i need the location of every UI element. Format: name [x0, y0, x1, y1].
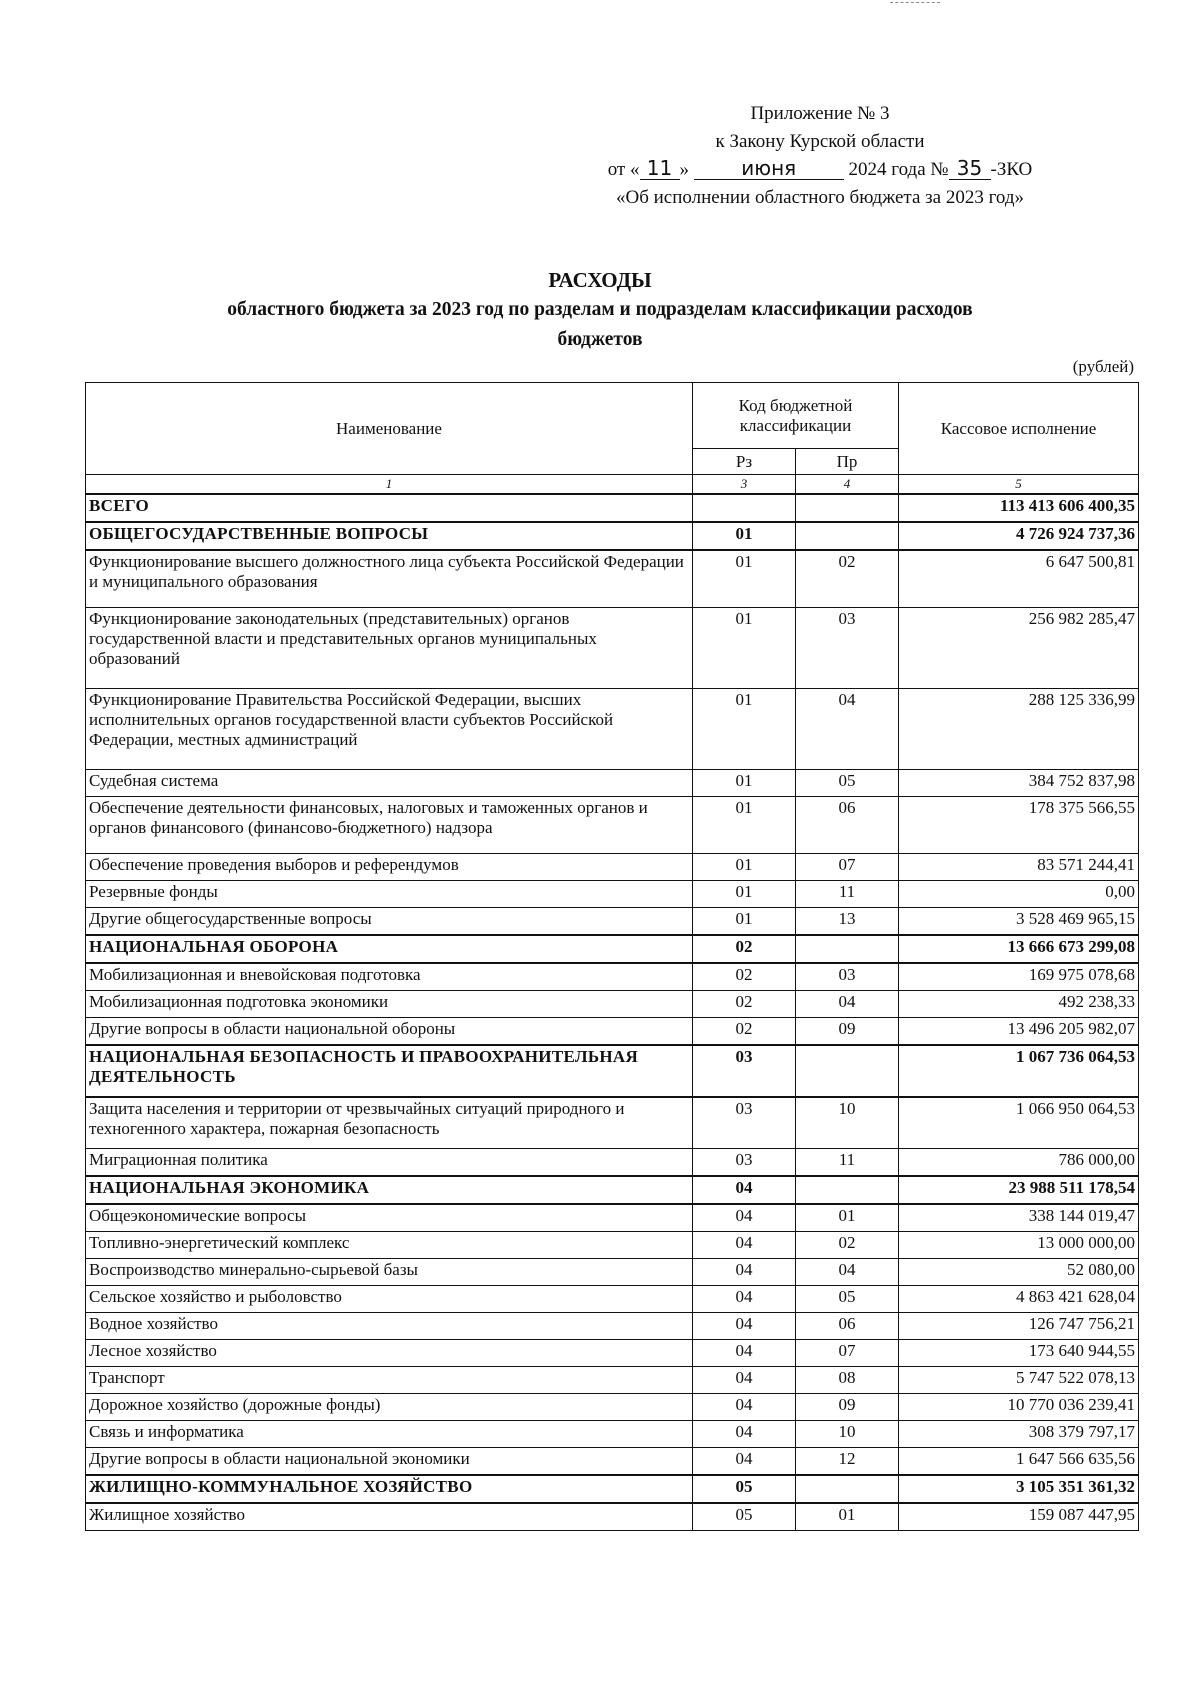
table-row [86, 908, 1139, 936]
table-row [86, 963, 1139, 991]
section-row [86, 522, 1139, 550]
row-sum: 308 379 797,17 [899, 1421, 1139, 1448]
row-pr-code: 02 [796, 550, 899, 608]
row-pr-code: 09 [796, 1018, 899, 1046]
row-pr-code: 03 [796, 963, 899, 991]
row-rz-code: 05 [693, 1475, 796, 1503]
row-rz-code: 02 [693, 991, 796, 1018]
table-row [86, 881, 1139, 908]
table-row [86, 1503, 1139, 1531]
row-pr-code [796, 1045, 899, 1097]
document-header [560, 100, 1080, 212]
table-row [86, 1394, 1139, 1421]
row-rz-code: 01 [693, 770, 796, 797]
table-row [86, 1313, 1139, 1340]
day-handwritten: 11 [640, 157, 680, 180]
row-sum: 4 863 421 628,04 [899, 1286, 1139, 1313]
row-pr-code: 07 [796, 1340, 899, 1367]
row-pr-code: 10 [796, 1421, 899, 1448]
section-row [86, 935, 1139, 963]
row-name: Судебная система [86, 770, 693, 797]
row-sum: 492 238,33 [899, 991, 1139, 1018]
row-name: Дорожное хозяйство (дорожные фонды) [86, 1394, 693, 1421]
row-name: НАЦИОНАЛЬНАЯ ОБОРОНА [86, 935, 693, 963]
row-sum: 256 982 285,47 [899, 608, 1139, 689]
row-name: Функционирование высшего должностного лица субъекта Российской Федерации и муниципального образования [86, 550, 693, 608]
row-pr-code [796, 522, 899, 550]
row-rz-code: 04 [693, 1367, 796, 1394]
row-rz-code: 05 [693, 1503, 796, 1531]
row-sum: 52 080,00 [899, 1259, 1139, 1286]
row-pr-code: 01 [796, 1204, 899, 1232]
row-pr-code: 04 [796, 689, 899, 770]
table-row [86, 991, 1139, 1018]
table-row [86, 1286, 1139, 1313]
row-pr-code: 11 [796, 881, 899, 908]
row-pr-code: 13 [796, 908, 899, 936]
law-date-line: от « 11 » июня 2024 года № 35 -ЗКО [607, 156, 1033, 180]
row-rz-code: 01 [693, 550, 796, 608]
row-name: Мобилизационная и вневойсковая подготовка [86, 963, 693, 991]
row-rz-code: 04 [693, 1204, 796, 1232]
row-rz-code: 04 [693, 1313, 796, 1340]
column-header-pr: Пр [796, 449, 899, 475]
row-rz-code: 04 [693, 1421, 796, 1448]
row-rz-code: 04 [693, 1448, 796, 1476]
title-sub-line2: бюджетов [557, 329, 643, 350]
table-row [86, 854, 1139, 881]
row-rz-code: 02 [693, 935, 796, 963]
row-pr-code: 08 [796, 1367, 899, 1394]
column-header-code: Код бюджетной классификации [693, 383, 899, 449]
section-row [86, 494, 1139, 522]
row-pr-code: 06 [796, 797, 899, 854]
row-name: Функционирование Правительства Российской Федерации, высших исполнительных органов государственной власти субъектов Российской Федерации, местных администраций [86, 689, 693, 770]
row-pr-code: 02 [796, 1232, 899, 1259]
row-rz-code: 03 [693, 1149, 796, 1177]
row-sum: 13 000 000,00 [899, 1232, 1139, 1259]
row-sum: 384 752 837,98 [899, 770, 1139, 797]
table-row [86, 1204, 1139, 1232]
row-name: ЖИЛИЩНО-КОММУНАЛЬНОЕ ХОЗЯЙСТВО [86, 1475, 693, 1503]
column-number: 1 [86, 475, 693, 495]
row-name: Лесное хозяйство [86, 1340, 693, 1367]
row-rz-code: 04 [693, 1232, 796, 1259]
row-name: Сельское хозяйство и рыболовство [86, 1286, 693, 1313]
row-name: Обеспечение деятельности финансовых, налоговых и таможенных органов и органов финансового (финансово-бюджетного) надзора [86, 797, 693, 854]
row-sum: 1 066 950 064,53 [899, 1097, 1139, 1149]
section-row [86, 1475, 1139, 1503]
row-sum: 113 413 606 400,35 [899, 494, 1139, 522]
column-header-rz: Рз [693, 449, 796, 475]
table-row [86, 1232, 1139, 1259]
row-sum: 23 988 511 178,54 [899, 1176, 1139, 1204]
table-row [86, 1340, 1139, 1367]
table-row [86, 1421, 1139, 1448]
row-name: Другие вопросы в области национальной экономики [86, 1448, 693, 1476]
row-pr-code [796, 1475, 899, 1503]
row-pr-code: 05 [796, 770, 899, 797]
row-sum: 13 666 673 299,08 [899, 935, 1139, 963]
row-name: Другие вопросы в области национальной обороны [86, 1018, 693, 1046]
row-sum: 173 640 944,55 [899, 1340, 1139, 1367]
title-sub-line1: областного бюджета за 2023 год по разделам и подразделам классификации расходов [227, 299, 973, 320]
row-name: Водное хозяйство [86, 1313, 693, 1340]
row-rz-code: 04 [693, 1340, 796, 1367]
column-header-name: Наименование [86, 383, 693, 475]
row-sum: 178 375 566,55 [899, 797, 1139, 854]
row-rz-code: 02 [693, 963, 796, 991]
row-name: Резервные фонды [86, 881, 693, 908]
row-sum: 13 496 205 982,07 [899, 1018, 1139, 1046]
row-rz-code: 01 [693, 797, 796, 854]
section-row [86, 1176, 1139, 1204]
row-name: Воспроизводство минерально-сырьевой базы [86, 1259, 693, 1286]
row-sum: 169 975 078,68 [899, 963, 1139, 991]
row-pr-code: 12 [796, 1448, 899, 1476]
document-title [100, 265, 1100, 355]
row-name: НАЦИОНАЛЬНАЯ БЕЗОПАСНОСТЬ И ПРАВООХРАНИТЕЛЬНАЯ ДЕЯТЕЛЬНОСТЬ [86, 1045, 693, 1097]
row-rz-code: 01 [693, 608, 796, 689]
row-pr-code: 01 [796, 1503, 899, 1531]
row-sum: 3 528 469 965,15 [899, 908, 1139, 936]
expenditure-table [85, 382, 1139, 1531]
row-name: ОБЩЕГОСУДАРСТВЕННЫЕ ВОПРОСЫ [86, 522, 693, 550]
row-sum: 126 747 756,21 [899, 1313, 1139, 1340]
table-row [86, 1367, 1139, 1394]
column-number: 3 [693, 475, 796, 495]
row-pr-code: 10 [796, 1097, 899, 1149]
row-pr-code: 03 [796, 608, 899, 689]
appendix-number: Приложение № 3 [750, 103, 890, 124]
row-pr-code [796, 494, 899, 522]
row-sum: 10 770 036 239,41 [899, 1394, 1139, 1421]
row-rz-code: 01 [693, 881, 796, 908]
row-name: Связь и информатика [86, 1421, 693, 1448]
row-sum: 786 000,00 [899, 1149, 1139, 1177]
table-row [86, 608, 1139, 689]
table-row [86, 1149, 1139, 1177]
law-reference: к Закону Курской области [715, 131, 925, 152]
row-name: Транспорт [86, 1367, 693, 1394]
row-rz-code: 03 [693, 1045, 796, 1097]
scan-artifact [890, 2, 940, 5]
row-name: Функционирование законодательных (представительных) органов государственной власти и представительных органов муниципальных образований [86, 608, 693, 689]
column-number: 5 [899, 475, 1139, 495]
row-pr-code [796, 935, 899, 963]
units-label: (рублей) [1072, 357, 1134, 376]
row-rz-code: 01 [693, 522, 796, 550]
row-pr-code: 04 [796, 1259, 899, 1286]
row-name: НАЦИОНАЛЬНАЯ ЭКОНОМИКА [86, 1176, 693, 1204]
row-rz-code: 01 [693, 854, 796, 881]
row-name: Общеэкономические вопросы [86, 1204, 693, 1232]
column-number: 4 [796, 475, 899, 495]
row-name: Обеспечение проведения выборов и референдумов [86, 854, 693, 881]
row-pr-code: 05 [796, 1286, 899, 1313]
row-rz-code: 04 [693, 1259, 796, 1286]
row-sum: 1 067 736 064,53 [899, 1045, 1139, 1097]
table-row [86, 1448, 1139, 1476]
row-sum: 159 087 447,95 [899, 1503, 1139, 1531]
title-main: РАСХОДЫ [548, 268, 652, 292]
law-title: «Об исполнении областного бюджета за 2023 год» [615, 187, 1025, 208]
table-row [86, 1018, 1139, 1046]
row-sum: 0,00 [899, 881, 1139, 908]
law-number-handwritten: 35 [949, 157, 991, 180]
row-name: Жилищное хозяйство [86, 1503, 693, 1531]
row-rz-code: 02 [693, 1018, 796, 1046]
row-sum: 4 726 924 737,36 [899, 522, 1139, 550]
row-name: Другие общегосударственные вопросы [86, 908, 693, 936]
column-header-sum: Кассовое исполнение [899, 383, 1139, 475]
table-row [86, 1259, 1139, 1286]
month-handwritten: июня [694, 157, 844, 180]
row-rz-code [693, 494, 796, 522]
row-sum: 1 647 566 635,56 [899, 1448, 1139, 1476]
row-sum: 3 105 351 361,32 [899, 1475, 1139, 1503]
row-rz-code: 01 [693, 908, 796, 936]
row-rz-code: 04 [693, 1176, 796, 1204]
row-name: Миграционная политика [86, 1149, 693, 1177]
row-sum: 6 647 500,81 [899, 550, 1139, 608]
row-rz-code: 01 [693, 689, 796, 770]
row-sum: 83 571 244,41 [899, 854, 1139, 881]
row-pr-code [796, 1176, 899, 1204]
row-name: Топливно-энергетический комплекс [86, 1232, 693, 1259]
table-row [86, 1097, 1139, 1149]
row-pr-code: 07 [796, 854, 899, 881]
row-rz-code: 03 [693, 1097, 796, 1149]
row-rz-code: 04 [693, 1394, 796, 1421]
section-row [86, 1045, 1139, 1097]
table-row [86, 770, 1139, 797]
row-pr-code: 09 [796, 1394, 899, 1421]
row-pr-code: 06 [796, 1313, 899, 1340]
row-name: ВСЕГО [86, 494, 693, 522]
row-sum: 288 125 336,99 [899, 689, 1139, 770]
table-row [86, 550, 1139, 608]
table-row [86, 797, 1139, 854]
row-pr-code: 11 [796, 1149, 899, 1177]
row-name: Мобилизационная подготовка экономики [86, 991, 693, 1018]
row-pr-code: 04 [796, 991, 899, 1018]
row-sum: 5 747 522 078,13 [899, 1367, 1139, 1394]
row-name: Защита населения и территории от чрезвычайных ситуаций природного и техногенного характера, пожарная безопасность [86, 1097, 693, 1149]
table-row [86, 689, 1139, 770]
row-sum: 338 144 019,47 [899, 1204, 1139, 1232]
row-rz-code: 04 [693, 1286, 796, 1313]
